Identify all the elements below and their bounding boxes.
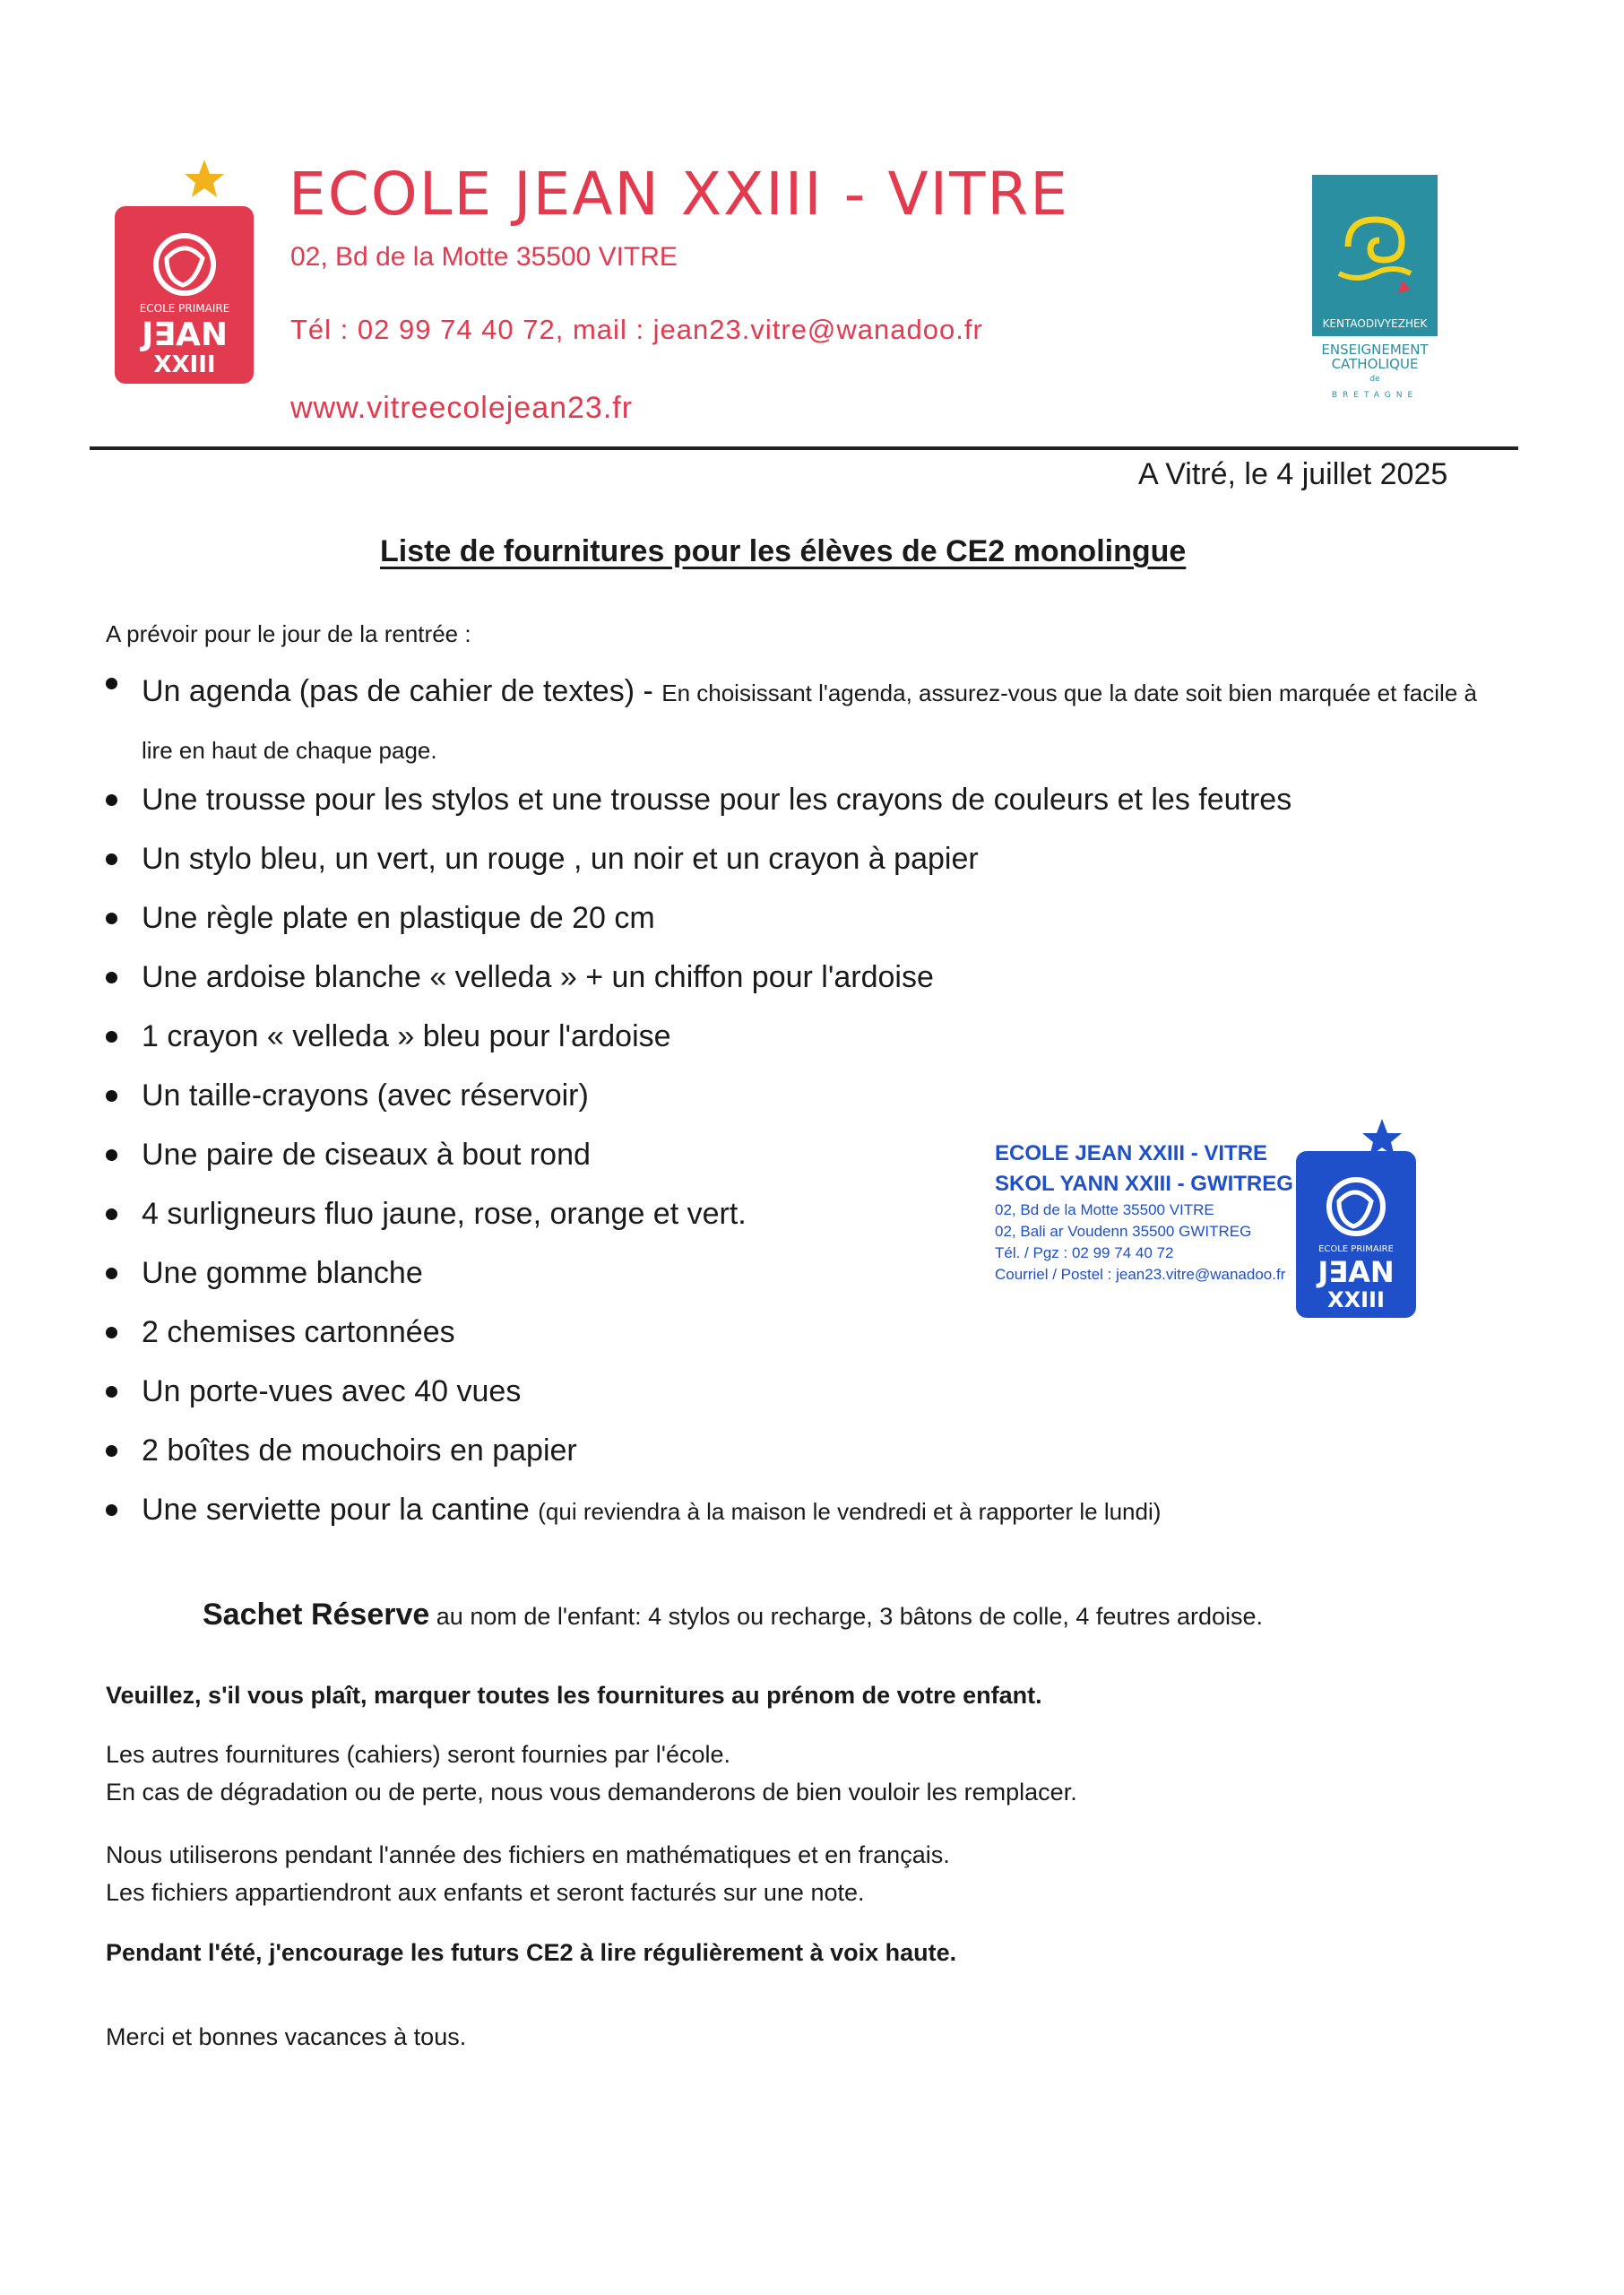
school-stamp [995,1119,1416,1318]
summer-reading-text: Pendant l'été, j'encourage les futurs CE2 à lire régulièrement à voix haute. [106,1939,957,1966]
svg-text:de: de [1369,375,1380,384]
list-item: Une serviette pour la cantine (qui reviendra à la maison le vendredi et à rapporter le lundi) [100,1490,1499,1549]
svg-text:XXIII: XXIII [153,351,216,378]
reserve-note [203,1598,1263,1632]
stamp-line: SKOL YANN XXIII - GWITREG [995,1172,1293,1196]
files-line-1: Nous utiliserons pendant l'année des fichiers en mathématiques et en français. [106,1841,950,1868]
list-item: Une ardoise blanche « velleda » + un chiffon pour l'ardoise [100,957,1499,1017]
other-supplies-line-1: Les autres fournitures (cahiers) seront fournies par l'école. [106,1741,730,1768]
svg-text:ENSEIGNEMENT: ENSEIGNEMENT [1321,342,1429,358]
files-line-2: Les fichiers appartiendront aux enfants et seront facturés sur une note. [106,1879,865,1906]
star-icon [1362,1119,1402,1156]
list-item: Un taille-crayons (avec réservoir) [100,1076,1499,1135]
school-contact: Tél : 02 99 74 40 72, mail : jean23.vitre@wanadoo.fr [290,314,983,345]
list-item: Un stylo bleu, un vert, un rouge , un noir et un crayon à papier [100,839,1499,898]
list-item: Une trousse pour les stylos et une trousse pour les crayons de couleurs et les feutres [100,780,1499,839]
list-item: Un agenda (pas de cahier de textes) - En choisissant l'agenda, assurez-vous que la date soit bien marquée et facile à lire en haut de chaque page. [100,663,1499,780]
supplies-list [100,663,1499,1549]
svg-text:XXIII: XXIII [1327,1287,1385,1312]
list-item: 2 chemises cartonnées [100,1312,1499,1372]
stamp-line: ECOLE JEAN XXIII - VITRE [995,1141,1268,1165]
reserve-label: Sachet Réserve [203,1598,430,1632]
svg-text:J∃AN: J∃AN [142,316,228,353]
svg-text:ECOLE PRIMAIRE: ECOLE PRIMAIRE [1318,1244,1394,1254]
svg-text:ECOLE PRIMAIRE: ECOLE PRIMAIRE [139,302,230,315]
school-website: www.vitreecolejean23.fr [290,391,634,425]
school-logo-left [115,152,254,384]
mark-names-text: Veuillez, s'il vous plaît, marquer toutes les fournitures au prénom de votre enfant. [106,1682,1042,1709]
list-item: Une paire de ciseaux à bout rond [100,1135,1499,1194]
stamp-line: Courriel / Postel : jean23.vitre@wanadoo.fr [995,1266,1286,1283]
svg-text:CATHOLIQUE: CATHOLIQUE [1331,356,1419,372]
intro-text: A prévoir pour le jour de la rentrée : [106,620,471,647]
svg-text:BRETAGNE: BRETAGNE [1331,391,1419,400]
list-item: Une règle plate en plastique de 20 cm [100,898,1499,957]
svg-text:KENTAODIVYEZHEK: KENTAODIVYEZHEK [1322,317,1428,330]
other-supplies-line-2: En cas de dégradation ou de perte, nous vous demanderons de bien vouloir les remplacer. [106,1779,1077,1806]
svg-text:J∃AN: J∃AN [1317,1255,1395,1289]
list-item: Une gomme blanche [100,1253,1499,1312]
page-title: Liste de fournitures pour les élèves de CE2 monolingue [380,534,1187,568]
list-item: Un porte-vues avec 40 vues [100,1372,1499,1431]
school-name: ECOLE JEAN XXIII - VITRE [289,160,1069,229]
star-icon [185,160,224,197]
reserve-text: au nom de l'enfant: 4 stylos ou recharge, 3 bâtons de colle, 4 feutres ardoise. [429,1603,1264,1630]
stamp-line: Tél. / Pgz : 02 99 74 40 72 [995,1244,1174,1261]
header-divider [90,446,1518,450]
stamp-logo [1296,1119,1416,1318]
enseignement-catholique-logo [1312,175,1438,401]
closing-text: Merci et bonnes vacances à tous. [106,2023,467,2050]
list-item: 2 boîtes de mouchoirs en papier [100,1431,1499,1490]
date-line: A Vitré, le 4 juillet 2025 [1138,457,1448,491]
school-address: 02, Bd de la Motte 35500 VITRE [290,242,678,272]
list-item: 4 surligneurs fluo jaune, rose, orange et vert. [100,1194,1499,1253]
stamp-line: 02, Bali ar Voudenn 35500 GWITREG [995,1223,1252,1240]
stamp-line: 02, Bd de la Motte 35500 VITRE [995,1201,1214,1218]
list-item: 1 crayon « velleda » bleu pour l'ardoise [100,1017,1499,1076]
